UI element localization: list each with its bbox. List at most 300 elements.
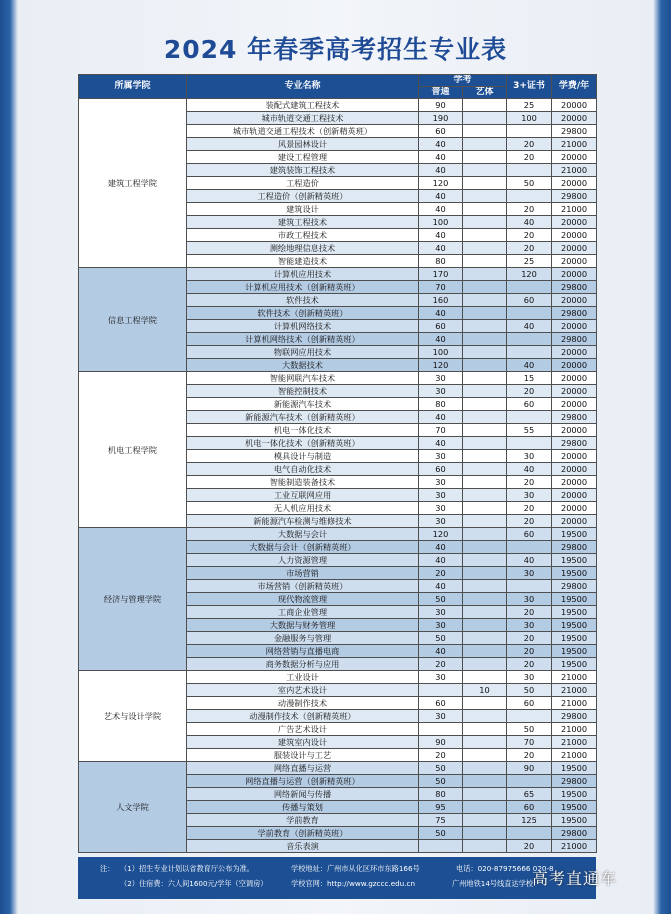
college-name-cell: 经济与管理学院	[79, 528, 187, 671]
putong-quota-cell: 100	[419, 216, 463, 229]
yikao-quota-cell	[463, 580, 507, 593]
yikao-quota-cell	[463, 541, 507, 554]
major-name-cell: 商务数据分析与应用	[187, 658, 419, 671]
major-name-cell: 大数据技术	[187, 359, 419, 372]
yikao-quota-cell	[463, 99, 507, 112]
yikao-quota-cell	[463, 242, 507, 255]
yikao-quota-cell	[463, 502, 507, 515]
college-name-cell: 建筑工程学院	[79, 99, 187, 268]
yikao-quota-cell: 10	[463, 684, 507, 697]
fee-cell: 29800	[552, 333, 597, 346]
footer-address: 学校地址：广州市从化区环市东路166号	[291, 864, 420, 873]
majors-table-body	[79, 99, 597, 853]
fee-cell: 20000	[552, 242, 597, 255]
yikao-quota-cell	[463, 372, 507, 385]
yikao-quota-cell	[463, 515, 507, 528]
putong-quota-cell: 75	[419, 814, 463, 827]
putong-quota-cell: 60	[419, 125, 463, 138]
certificate-quota-cell: 40	[507, 463, 552, 476]
major-name-cell: 网络新闻与传播	[187, 788, 419, 801]
yikao-quota-cell	[463, 229, 507, 242]
certificate-quota-cell	[507, 281, 552, 294]
certificate-quota-cell: 15	[507, 372, 552, 385]
putong-quota-cell: 80	[419, 398, 463, 411]
certificate-quota-cell: 20	[507, 242, 552, 255]
major-name-cell: 工商企业管理	[187, 606, 419, 619]
certificate-quota-cell: 60	[507, 801, 552, 814]
yikao-quota-cell	[463, 307, 507, 320]
certificate-quota-cell: 60	[507, 697, 552, 710]
yikao-quota-cell	[463, 671, 507, 684]
putong-quota-cell: 20	[419, 749, 463, 762]
major-name-cell: 智能网联汽车技术	[187, 372, 419, 385]
putong-header: 普通	[419, 87, 463, 99]
certificate-quota-cell: 40	[507, 554, 552, 567]
yikao-quota-cell	[463, 294, 507, 307]
certificate-quota-cell: 50	[507, 177, 552, 190]
fee-cell: 19500	[552, 528, 597, 541]
certificate-quota-cell: 20	[507, 138, 552, 151]
putong-quota-cell: 50	[419, 632, 463, 645]
yikao-quota-cell	[463, 489, 507, 502]
major-name-cell: 人力资源管理	[187, 554, 419, 567]
putong-quota-cell: 20	[419, 658, 463, 671]
certificate-quota-cell: 20	[507, 229, 552, 242]
certificate-quota-cell: 20	[507, 476, 552, 489]
putong-quota-cell: 30	[419, 619, 463, 632]
certificate-quota-cell: 30	[507, 671, 552, 684]
fee-cell: 20000	[552, 359, 597, 372]
certificate-quota-cell: 30	[507, 593, 552, 606]
yikao-quota-cell	[463, 814, 507, 827]
certificate-quota-cell	[507, 411, 552, 424]
certificate-quota-cell	[507, 190, 552, 203]
yikao-quota-cell	[463, 177, 507, 190]
putong-quota-cell: 120	[419, 528, 463, 541]
major-name-cell: 建筑设计	[187, 203, 419, 216]
fee-cell: 19500	[552, 593, 597, 606]
putong-quota-cell: 40	[419, 151, 463, 164]
certificate-quota-cell: 90	[507, 762, 552, 775]
major-name-cell: 市场营销	[187, 567, 419, 580]
yikao-quota-cell	[463, 359, 507, 372]
certificate-quota-cell	[507, 125, 552, 138]
fee-cell: 20000	[552, 489, 597, 502]
yikao-quota-cell	[463, 463, 507, 476]
fee-cell: 20000	[552, 398, 597, 411]
certificate-quota-cell: 30	[507, 567, 552, 580]
putong-quota-cell: 30	[419, 450, 463, 463]
certificate-quota-cell: 70	[507, 736, 552, 749]
fee-cell: 20000	[552, 99, 597, 112]
putong-quota-cell: 30	[419, 476, 463, 489]
major-name-cell: 市场营销（创新精英班）	[187, 580, 419, 593]
xuekao-header: 学考	[419, 75, 507, 87]
certificate-quota-cell: 20	[507, 385, 552, 398]
major-name-cell: 工业互联网应用	[187, 489, 419, 502]
major-name-cell: 风景园林设计	[187, 138, 419, 151]
fee-cell: 21000	[552, 684, 597, 697]
fee-cell: 19500	[552, 788, 597, 801]
certificate-quota-cell: 20	[507, 151, 552, 164]
certificate-quota-cell: 20	[507, 515, 552, 528]
putong-quota-cell: 40	[419, 307, 463, 320]
fee-cell: 21000	[552, 203, 597, 216]
putong-quota-cell: 40	[419, 437, 463, 450]
yikao-quota-cell	[463, 554, 507, 567]
putong-quota-cell: 70	[419, 281, 463, 294]
major-name-cell: 工程造价	[187, 177, 419, 190]
yikao-quota-cell	[463, 164, 507, 177]
certificate-quota-cell	[507, 307, 552, 320]
fee-cell: 21000	[552, 138, 597, 151]
yikao-quota-cell	[463, 424, 507, 437]
putong-quota-cell: 90	[419, 736, 463, 749]
fee-cell: 29800	[552, 437, 597, 450]
putong-quota-cell: 30	[419, 489, 463, 502]
fee-cell: 19500	[552, 554, 597, 567]
fee-cell: 21000	[552, 749, 597, 762]
major-name-cell: 智能制造装备技术	[187, 476, 419, 489]
certificate-quota-cell: 40	[507, 359, 552, 372]
yikao-quota-cell	[463, 203, 507, 216]
table-row	[79, 528, 597, 541]
major-name-cell: 新能源汽车技术（创新精英班）	[187, 411, 419, 424]
certificate-quota-cell: 40	[507, 216, 552, 229]
fee-cell: 29800	[552, 307, 597, 320]
fee-cell: 21000	[552, 164, 597, 177]
yikao-quota-cell	[463, 437, 507, 450]
major-name-cell: 传播与策划	[187, 801, 419, 814]
certificate-quota-cell	[507, 710, 552, 723]
fee-cell: 20000	[552, 476, 597, 489]
fee-cell: 20000	[552, 216, 597, 229]
certificate-quota-cell: 20	[507, 632, 552, 645]
major-name-cell: 城市轨道交通工程技术	[187, 112, 419, 125]
fee-cell: 20000	[552, 229, 597, 242]
certificate-quota-cell	[507, 541, 552, 554]
major-name-cell: 室内艺术设计	[187, 684, 419, 697]
yikao-quota-cell	[463, 710, 507, 723]
fee-cell: 20000	[552, 320, 597, 333]
major-name-cell: 测绘地理信息技术	[187, 242, 419, 255]
putong-quota-cell: 170	[419, 268, 463, 281]
major-header: 专业名称	[187, 75, 419, 99]
fee-cell: 20000	[552, 268, 597, 281]
major-name-cell: 学前教育	[187, 814, 419, 827]
yikao-quota-cell	[463, 476, 507, 489]
putong-quota-cell: 30	[419, 515, 463, 528]
yikao-quota-cell	[463, 255, 507, 268]
yikao-quota-cell	[463, 333, 507, 346]
yikao-quota-cell	[463, 827, 507, 840]
footer-phone: 电话：020-87975666 020-8	[456, 864, 554, 873]
fee-cell: 19500	[552, 658, 597, 671]
yikao-quota-cell	[463, 593, 507, 606]
putong-quota-cell: 80	[419, 788, 463, 801]
college-name-cell: 人文学院	[79, 762, 187, 853]
certificate-quota-cell: 20	[507, 606, 552, 619]
fee-cell: 29800	[552, 125, 597, 138]
yikao-quota-cell	[463, 697, 507, 710]
putong-quota-cell: 60	[419, 320, 463, 333]
yikao-quota-cell	[463, 346, 507, 359]
fee-cell: 19500	[552, 632, 597, 645]
watermark: 高考直通车	[532, 869, 618, 888]
putong-quota-cell: 40	[419, 645, 463, 658]
fee-cell: 19500	[552, 645, 597, 658]
putong-quota-cell: 95	[419, 801, 463, 814]
major-name-cell: 软件技术	[187, 294, 419, 307]
putong-quota-cell: 40	[419, 138, 463, 151]
major-name-cell: 建筑室内设计	[187, 736, 419, 749]
certificate-quota-cell	[507, 827, 552, 840]
major-name-cell: 工程造价（创新精英班）	[187, 190, 419, 203]
major-name-cell: 智能控制技术	[187, 385, 419, 398]
fee-cell: 21000	[552, 736, 597, 749]
major-name-cell: 机电一体化技术	[187, 424, 419, 437]
major-name-cell: 服装设计与工艺	[187, 749, 419, 762]
certificate-quota-cell: 20	[507, 658, 552, 671]
table-row	[79, 99, 597, 112]
yikao-quota-cell	[463, 268, 507, 281]
certificate-quota-cell	[507, 333, 552, 346]
college-name-cell: 信息工程学院	[79, 268, 187, 372]
putong-quota-cell: 60	[419, 697, 463, 710]
fee-cell: 21000	[552, 723, 597, 736]
major-name-cell: 学前教育（创新精英班）	[187, 827, 419, 840]
putong-quota-cell: 120	[419, 359, 463, 372]
major-name-cell: 计算机网络技术	[187, 320, 419, 333]
major-name-cell: 金融服务与管理	[187, 632, 419, 645]
yikao-quota-cell	[463, 190, 507, 203]
putong-quota-cell: 100	[419, 346, 463, 359]
fee-cell: 19500	[552, 619, 597, 632]
certificate-quota-cell: 20	[507, 203, 552, 216]
fee-cell: 21000	[552, 840, 597, 853]
yikao-quota-cell	[463, 775, 507, 788]
yikao-quota-cell	[463, 216, 507, 229]
certificate-quota-cell: 30	[507, 619, 552, 632]
fee-cell: 29800	[552, 281, 597, 294]
table-row	[79, 671, 597, 684]
college-name-cell: 艺术与设计学院	[79, 671, 187, 762]
fee-cell: 29800	[552, 580, 597, 593]
table-row	[79, 268, 597, 281]
fee-cell: 29800	[552, 411, 597, 424]
fee-cell: 20000	[552, 515, 597, 528]
major-name-cell: 广告艺术设计	[187, 723, 419, 736]
certificate-quota-cell: 25	[507, 99, 552, 112]
yikao-quota-cell	[463, 528, 507, 541]
fee-cell: 20000	[552, 112, 597, 125]
footer-note-label: 注：	[100, 864, 115, 873]
fee-cell: 21000	[552, 671, 597, 684]
putong-quota-cell: 40	[419, 333, 463, 346]
putong-quota-cell: 30	[419, 671, 463, 684]
putong-quota-cell	[419, 840, 463, 853]
fee-cell: 20000	[552, 346, 597, 359]
major-name-cell: 大数据与会计（创新精英班）	[187, 541, 419, 554]
fee-cell: 20000	[552, 424, 597, 437]
yikao-quota-cell	[463, 411, 507, 424]
yikao-quota-cell	[463, 632, 507, 645]
certificate-header: 3+证书	[507, 75, 552, 99]
yikao-header: 艺体	[463, 87, 507, 99]
yikao-quota-cell	[463, 398, 507, 411]
putong-quota-cell: 30	[419, 372, 463, 385]
certificate-quota-cell	[507, 580, 552, 593]
major-name-cell: 动漫制作技术	[187, 697, 419, 710]
putong-quota-cell: 50	[419, 775, 463, 788]
yikao-quota-cell	[463, 840, 507, 853]
fee-cell: 29800	[552, 775, 597, 788]
major-name-cell: 市政工程技术	[187, 229, 419, 242]
putong-quota-cell	[419, 723, 463, 736]
major-name-cell: 大数据与财务管理	[187, 619, 419, 632]
yikao-quota-cell	[463, 645, 507, 658]
yikao-quota-cell	[463, 320, 507, 333]
putong-quota-cell: 40	[419, 242, 463, 255]
certificate-quota-cell: 55	[507, 424, 552, 437]
certificate-quota-cell: 60	[507, 398, 552, 411]
fee-cell: 20000	[552, 372, 597, 385]
footer-note-1: （1）招生专业计划以省教育厅公布为准。	[120, 864, 254, 873]
yikao-quota-cell	[463, 112, 507, 125]
major-name-cell: 现代物流管理	[187, 593, 419, 606]
major-name-cell: 网络营销与直播电商	[187, 645, 419, 658]
certificate-quota-cell	[507, 775, 552, 788]
fee-cell: 29800	[552, 190, 597, 203]
fee-cell: 20000	[552, 502, 597, 515]
putong-quota-cell: 30	[419, 502, 463, 515]
certificate-quota-cell: 125	[507, 814, 552, 827]
yikao-quota-cell	[463, 450, 507, 463]
page-title: 2024 年春季高考招生专业表	[163, 35, 508, 64]
major-name-cell: 网络直播与运营	[187, 762, 419, 775]
major-name-cell: 智能建造技术	[187, 255, 419, 268]
putong-quota-cell: 120	[419, 177, 463, 190]
fee-cell: 29800	[552, 541, 597, 554]
putong-quota-cell: 40	[419, 229, 463, 242]
fee-cell: 20000	[552, 177, 597, 190]
certificate-quota-cell	[507, 437, 552, 450]
certificate-quota-cell: 40	[507, 320, 552, 333]
major-name-cell: 电气自动化技术	[187, 463, 419, 476]
putong-quota-cell: 50	[419, 827, 463, 840]
certificate-quota-cell: 65	[507, 788, 552, 801]
certificate-quota-cell: 25	[507, 255, 552, 268]
majors-table	[78, 74, 597, 853]
yikao-quota-cell	[463, 385, 507, 398]
major-name-cell: 装配式建筑工程技术	[187, 99, 419, 112]
major-name-cell: 无人机应用技术	[187, 502, 419, 515]
certificate-quota-cell: 20	[507, 840, 552, 853]
putong-quota-cell: 80	[419, 255, 463, 268]
major-name-cell: 网络直播与运营（创新精英班）	[187, 775, 419, 788]
putong-quota-cell	[419, 684, 463, 697]
fee-cell: 20000	[552, 294, 597, 307]
footer-bar	[78, 857, 596, 899]
yikao-quota-cell	[463, 762, 507, 775]
putong-quota-cell: 30	[419, 385, 463, 398]
fee-cell: 20000	[552, 255, 597, 268]
yikao-quota-cell	[463, 736, 507, 749]
fee-cell: 29800	[552, 710, 597, 723]
certificate-quota-cell: 50	[507, 684, 552, 697]
putong-quota-cell: 40	[419, 541, 463, 554]
putong-quota-cell: 40	[419, 580, 463, 593]
yikao-quota-cell	[463, 801, 507, 814]
putong-quota-cell: 30	[419, 606, 463, 619]
fee-header: 学费/年	[552, 75, 597, 99]
major-name-cell: 建筑装饰工程技术	[187, 164, 419, 177]
certificate-quota-cell: 100	[507, 112, 552, 125]
college-name-cell: 机电工程学院	[79, 372, 187, 528]
major-name-cell: 物联网应用技术	[187, 346, 419, 359]
certificate-quota-cell: 20	[507, 645, 552, 658]
certificate-quota-cell: 30	[507, 489, 552, 502]
yikao-quota-cell	[463, 138, 507, 151]
table-row	[79, 762, 597, 775]
major-name-cell: 软件技术（创新精英班）	[187, 307, 419, 320]
major-name-cell: 计算机应用技术	[187, 268, 419, 281]
certificate-quota-cell: 30	[507, 450, 552, 463]
yikao-quota-cell	[463, 606, 507, 619]
fee-cell: 20000	[552, 450, 597, 463]
putong-quota-cell: 50	[419, 593, 463, 606]
fee-cell: 21000	[552, 697, 597, 710]
major-name-cell: 计算机网络技术（创新精英班）	[187, 333, 419, 346]
yikao-quota-cell	[463, 723, 507, 736]
putong-quota-cell: 30	[419, 710, 463, 723]
putong-quota-cell: 60	[419, 463, 463, 476]
fee-cell: 19500	[552, 801, 597, 814]
putong-quota-cell: 40	[419, 203, 463, 216]
putong-quota-cell: 40	[419, 411, 463, 424]
certificate-quota-cell: 60	[507, 528, 552, 541]
fee-cell: 19500	[552, 567, 597, 580]
putong-quota-cell: 50	[419, 762, 463, 775]
major-name-cell: 动漫制作技术（创新精英班）	[187, 710, 419, 723]
college-header: 所属学院	[79, 75, 187, 99]
yikao-quota-cell	[463, 151, 507, 164]
major-name-cell: 新能源汽车技术	[187, 398, 419, 411]
putong-quota-cell: 40	[419, 554, 463, 567]
putong-quota-cell: 160	[419, 294, 463, 307]
putong-quota-cell: 70	[419, 424, 463, 437]
certificate-quota-cell: 120	[507, 268, 552, 281]
putong-quota-cell: 20	[419, 567, 463, 580]
footer-website: 学校官网：http://www.gzccc.edu.cn	[291, 879, 416, 888]
major-name-cell: 建筑工程技术	[187, 216, 419, 229]
fee-cell: 19500	[552, 814, 597, 827]
major-name-cell: 大数据与会计	[187, 528, 419, 541]
fee-cell: 19500	[552, 762, 597, 775]
certificate-quota-cell: 50	[507, 723, 552, 736]
certificate-quota-cell: 60	[507, 294, 552, 307]
footer-metro: 广州地铁14号线直达学校	[452, 879, 534, 888]
fee-cell: 20000	[552, 385, 597, 398]
fee-cell: 29800	[552, 827, 597, 840]
yikao-quota-cell	[463, 567, 507, 580]
putong-quota-cell: 40	[419, 190, 463, 203]
major-name-cell: 模具设计与制造	[187, 450, 419, 463]
yikao-quota-cell	[463, 658, 507, 671]
fee-cell: 19500	[552, 606, 597, 619]
yikao-quota-cell	[463, 788, 507, 801]
fee-cell: 20000	[552, 151, 597, 164]
